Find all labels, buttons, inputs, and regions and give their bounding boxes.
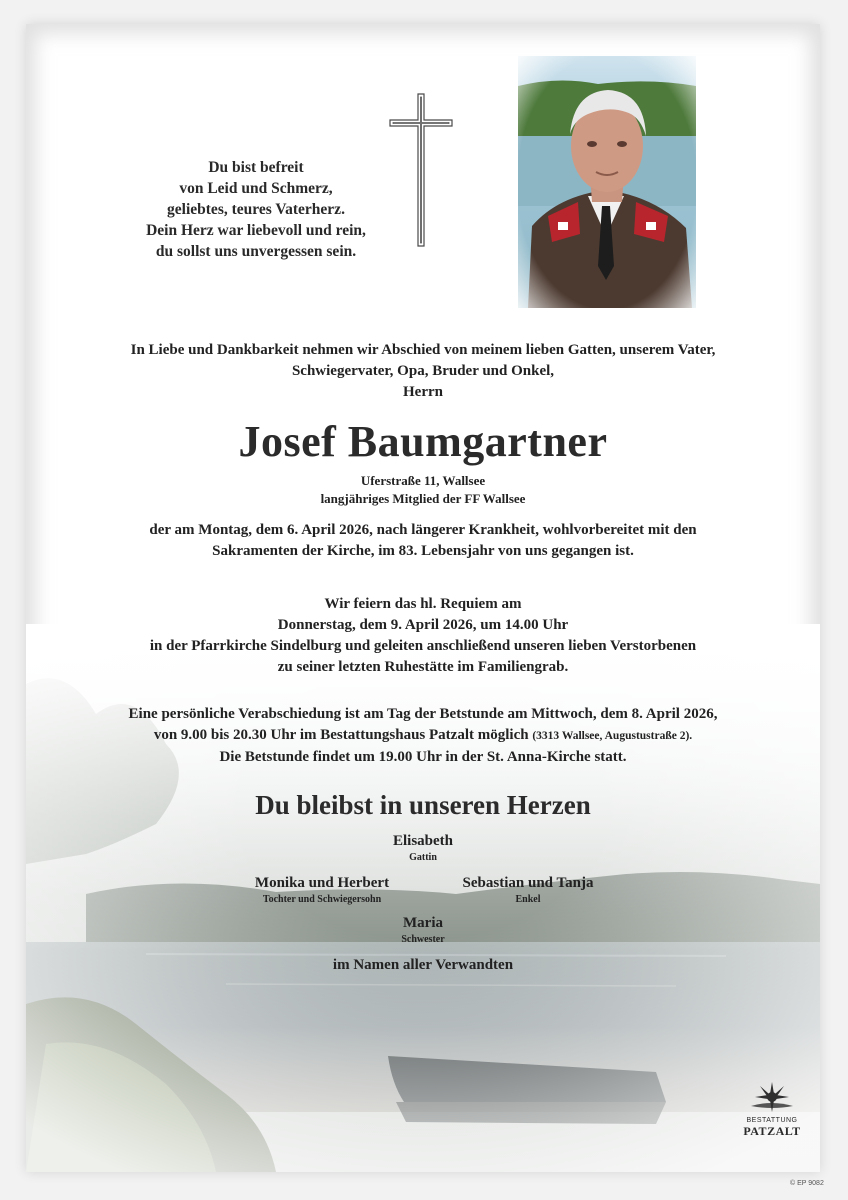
- death-line: der am Montag, dem 6. April 2026, nach längerer Krankheit, wohlvorbereitet mit den: [149, 522, 697, 538]
- family-name: Elisabeth: [392, 833, 453, 849]
- deceased-address: Uferstraße 11, Wallsee: [360, 473, 486, 488]
- family-role: Tochter und Schwiegersohn: [262, 894, 382, 905]
- compass-logo-icon: [749, 1082, 795, 1112]
- deceased-name: Josef Baumgartner: [238, 417, 608, 466]
- deceased-details: [26, 472, 820, 508]
- farewell-line: Eine persönliche Verabschiedung ist am Tag der Betstunde am Mittwoch, dem 8. April 2026,: [128, 706, 718, 722]
- requiem-line: zu seiner letzten Ruhestätte im Familiengrab.: [277, 659, 569, 675]
- farewell-line-main: von 9.00 bis 20.30 Uhr im Bestattungshaus Patzalt möglich: [153, 727, 529, 743]
- cross-icon: [388, 92, 454, 248]
- poem-line: du sollst uns unvergessen sein.: [155, 243, 357, 260]
- print-code: © EP 9082: [790, 1180, 824, 1187]
- farewell-address: (3313 Wallsee, Augustustraße 2).: [532, 730, 693, 742]
- family-role: Enkel: [515, 894, 541, 905]
- family-closing-text: im Namen aller Verwandten: [332, 957, 514, 973]
- family-closing: [273, 956, 573, 975]
- family-name: Maria: [403, 915, 443, 931]
- requiem-info: [26, 594, 820, 678]
- poem-line: Dein Herz war liebevoll und rein,: [146, 222, 366, 239]
- poem: [86, 157, 426, 262]
- poem-line: Du bist befreit: [208, 159, 304, 176]
- funeral-home-logo: [736, 1082, 808, 1139]
- death-line: Sakramenten der Kirche, im 83. Lebensjahr von uns gegangen ist.: [212, 543, 634, 559]
- obituary-sheet: [26, 24, 820, 1172]
- family-entry-maria: [323, 914, 523, 946]
- family-entry-monika: [222, 874, 422, 906]
- family-role: Schwester: [401, 934, 445, 945]
- logo-line2: PATZALT: [743, 1124, 801, 1138]
- poem-line: von Leid und Schmerz,: [179, 180, 333, 197]
- requiem-line: in der Pfarrkirche Sindelburg und geleiten anschließend unseren lieben Verstorbenen: [149, 638, 697, 654]
- portrait-photo: [518, 56, 696, 308]
- farewell-line: Die Betstunde findet um 19.00 Uhr in der St. Anna-Kirche statt.: [219, 749, 627, 765]
- logo-line1: BESTATTUNG: [746, 1117, 798, 1124]
- family-name: Sebastian und Tanja: [462, 875, 594, 891]
- family-entry-elisabeth: [323, 832, 523, 864]
- intro-line: Schwiegervater, Opa, Bruder und Onkel,: [291, 363, 555, 379]
- family-name: Monika und Herbert: [254, 875, 390, 891]
- intro-text: [26, 340, 820, 403]
- requiem-line: Wir feiern das hl. Requiem am: [324, 596, 522, 612]
- death-announcement: [26, 520, 820, 562]
- requiem-line: Donnerstag, dem 9. April 2026, um 14.00 Uhr: [277, 617, 569, 633]
- farewell-line: [26, 725, 820, 747]
- intro-line: In Liebe und Dankbarkeit nehmen wir Abschied von meinem lieben Gatten, unserem Vater,: [130, 342, 716, 358]
- deceased-membership: langjähriges Mitglied der FF Wallsee: [320, 491, 526, 506]
- farewell-info: [26, 704, 820, 768]
- family-role: Gattin: [409, 852, 437, 863]
- motto-heading: Du bleibst in unseren Herzen: [255, 790, 591, 820]
- intro-line: Herrn: [403, 384, 443, 400]
- family-entry-sebastian: [428, 874, 628, 906]
- poem-line: geliebtes, teures Vaterherz.: [167, 201, 345, 218]
